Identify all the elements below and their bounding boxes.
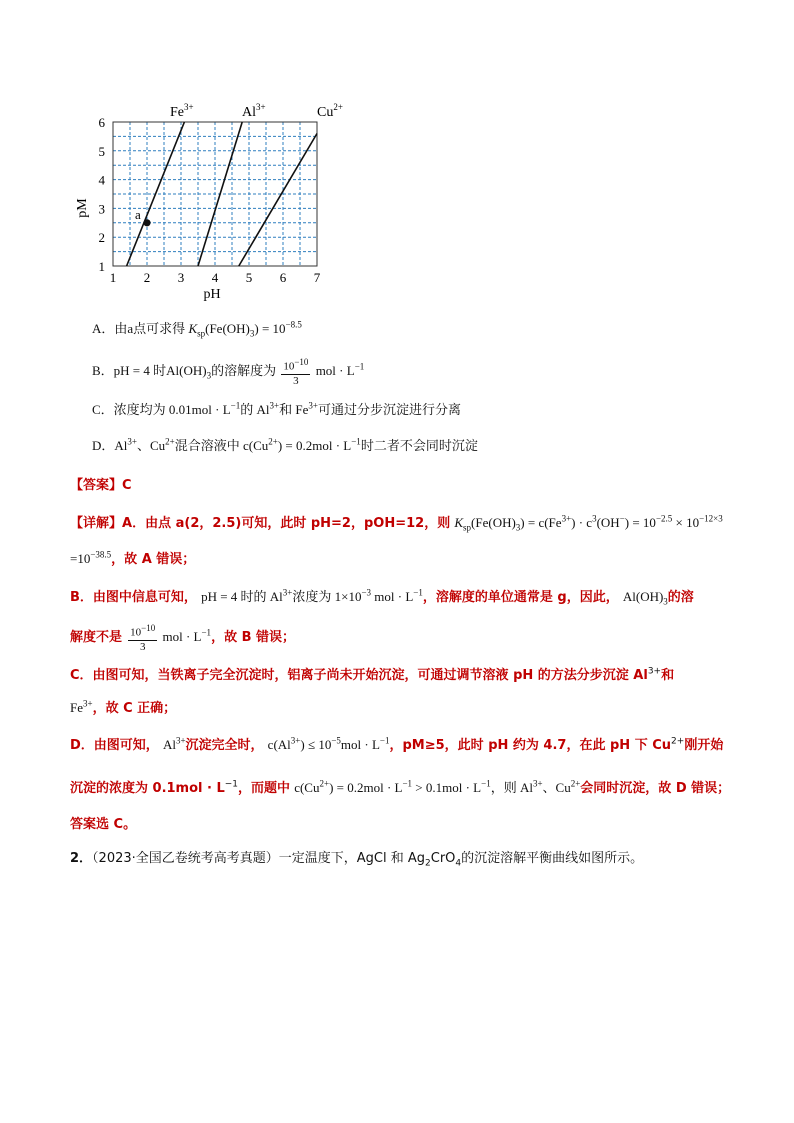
point-a-label: a <box>135 206 141 222</box>
explanation-c-line1: C．由图可知，当铁离子完全沉淀时，铝离子尚未开始沉淀，可通过调节溶液 pH 的方法分步沉淀 $Al^{3+}$和 <box>70 666 675 683</box>
explanation-d-line2: 沉淀的浓度为 $0.1mol \cdot L^{-1}$，而题中 $c(Cu^{2+}) = 0.2mol \cdot L^{-1} > 0.1mol \cdot L^{-1}$，则 $Al^{3+}$、$Cu^{2+}$会同时沉淀，故 D 错误； <box>70 778 731 796</box>
x-tick-label: 4 <box>211 270 219 285</box>
chart-ticks <box>99 115 321 285</box>
option-a: A．由a点可求得 $K_{sp}(Fe(OH)_3) = 10^{-8.5}$ <box>92 319 302 339</box>
x-tick-label: 1 <box>109 270 117 285</box>
y-axis-label: pM <box>75 198 90 218</box>
explanation-b-line1: B．由图中信息可知， pH = 4 时的 $Al^{3+}$浓度为 $1\times 10^{-3}$ mol · $L^{-1}$，溶解度的单位通常是 g，因此， $Al(OH)_3$的溶 <box>70 587 694 607</box>
x-axis-label: pH <box>203 287 221 302</box>
explanation-a-line2: $=10^{-38.5}$，故 A 错误； <box>70 549 196 567</box>
explanation-b-line2: 解度不是 $\frac{10^{-10}}{3}$ mol · $L^{-1}$，故 B 错误； <box>70 623 296 653</box>
y-tick-label: 5 <box>98 143 105 159</box>
y-tick-label: 4 <box>98 172 105 188</box>
point-a-marker <box>143 219 150 226</box>
x-tick-label: 6 <box>279 270 287 285</box>
y-tick-label: 2 <box>98 230 105 246</box>
x-tick-label: 7 <box>313 270 321 285</box>
x-tick-label: 5 <box>245 270 253 285</box>
explanation-d-line1: D．由图可知， $Al^{3+}$沉淀完全时， $c(Al^{3+}) \le 10^{-5}mol \cdot L^{-1}$，pM≥5，此时 pH 约为 4.7，在此 pH 下 $Cu^{2+}$刚开始 <box>70 735 724 753</box>
x-tick-label: 2 <box>143 270 151 285</box>
al-label: $Al^{3+}$ <box>242 102 266 120</box>
chart-grid <box>113 122 317 266</box>
cu-label: $Cu^{2+}$ <box>317 102 343 120</box>
ph-pm-chart <box>70 100 360 310</box>
series-line-cu <box>239 134 317 266</box>
fe-label: $Fe^{3+}$ <box>170 102 194 120</box>
y-tick-label: 1 <box>98 259 105 274</box>
point-a-annotation <box>135 207 151 227</box>
option-d: D．$Al^{3+}$、$Cu^{2+}$混合溶液中 $c(Cu^{2+}) = 0.2mol \cdot L^{-1}$时二者不会同时沉淀 <box>92 436 478 453</box>
option-c: C．浓度均为 $0.01mol \cdot L^{-1}$的 $Al^{3+}$和 $Fe^{3+}$可通过分步沉淀进行分离 <box>92 400 461 417</box>
fraction-b: $\frac{10^{-10}}{3}$ <box>283 357 309 387</box>
y-tick-label: 3 <box>98 201 105 217</box>
y-tick-label: 6 <box>98 115 105 130</box>
explanation-a-line1: 【详解】A．由点 a(2，2.5)可知，此时 pH=2，pOH=12，则 $K_{sp}(Fe(OH)_3) = c(Fe^{3+}) \cdot c^3(OH^-) = 10^{-2.5} \times 10^{-12\times 3}$ <box>70 513 723 533</box>
explanation-c-line2: $Fe^{3+}$，故 C 正确； <box>70 698 177 716</box>
fraction-explanation-b: $\frac{10^{-10}}{3}$ <box>130 623 156 653</box>
option-b: B．pH = 4 时$Al(OH)_3$的溶解度为 $\frac{10^{-10}}{3}$ mol · $L^{-1}$ <box>92 357 365 387</box>
question-2: 2．（2023·全国乙卷统考高考真题）一定温度下，AgCl 和 $Ag_2CrO_4$的沉淀溶解平衡曲线如图所示。 <box>70 851 644 869</box>
answer: 【答案】C <box>70 478 132 493</box>
explanation-final: 答案选 C。 <box>70 817 137 832</box>
x-tick-label: 3 <box>177 270 185 285</box>
